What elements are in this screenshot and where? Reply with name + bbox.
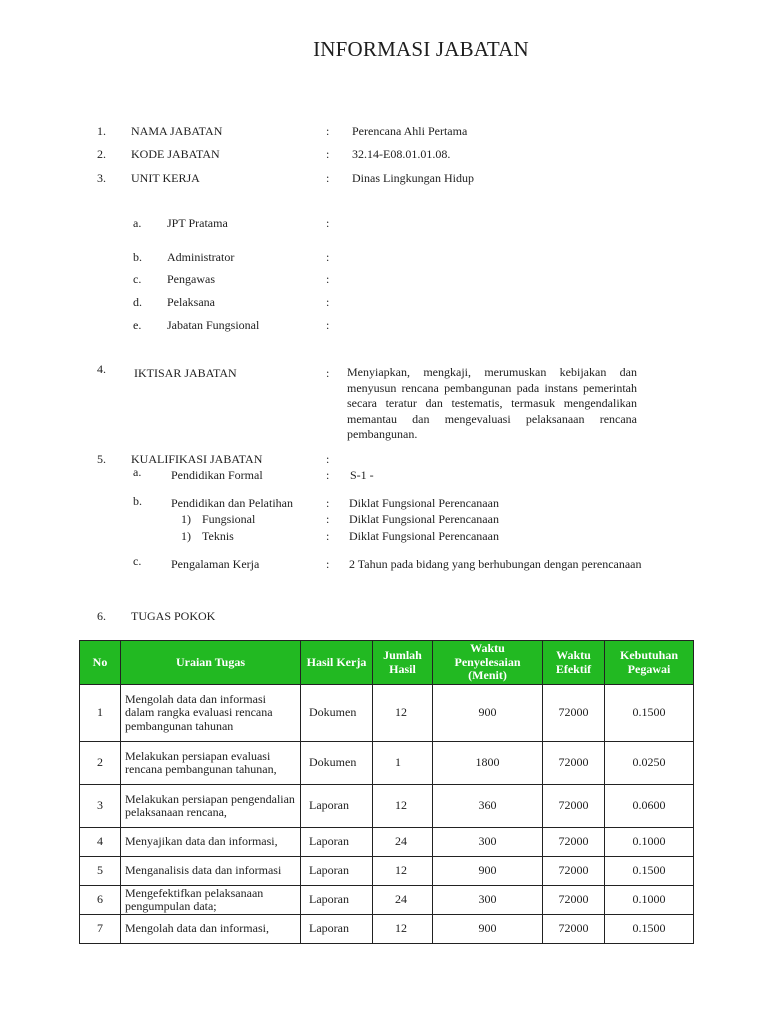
cell-efektif: 72000 [543, 886, 605, 915]
table-row [80, 886, 694, 915]
sub-letter: c. [133, 554, 142, 568]
cell-hasil: Dokumen [301, 742, 373, 785]
cell-waktu: 360 [433, 785, 543, 828]
tasks-table [79, 640, 694, 944]
cell-uraian: Melakukan persiapan pengendalian pelaksanaan rencana, [121, 785, 301, 828]
cell-jumlah: 24 [373, 828, 433, 857]
cell-waktu: 900 [433, 915, 543, 944]
cell-uraian: Mengolah data dan informasi, [121, 915, 301, 944]
colon: : [326, 295, 330, 309]
cell-efektif: 72000 [543, 785, 605, 828]
sub-letter: b. [133, 250, 142, 264]
sub-letter: d. [133, 295, 142, 309]
table-row [80, 857, 694, 886]
cell-no: 1 [80, 685, 121, 742]
column-header-uraian-tugas: Uraian Tugas [121, 641, 301, 685]
cell-efektif: 72000 [543, 742, 605, 785]
colon: : [326, 529, 330, 543]
cell-no: 5 [80, 857, 121, 886]
sub-letter: b. [133, 494, 142, 508]
colon: : [326, 468, 330, 482]
cell-hasil: Laporan [301, 886, 373, 915]
cell-kebutuhan: 0.1000 [605, 828, 694, 857]
value-teknis: Diklat Fungsional Perencanaan [349, 529, 499, 543]
sub-label-pendidikan-formal: Pendidikan Formal [171, 468, 263, 482]
colon: : [326, 452, 330, 466]
value-pendidikan-pelatihan: Diklat Fungsional Perencanaan [349, 496, 499, 510]
colon: : [326, 171, 330, 185]
cell-no: 3 [80, 785, 121, 828]
cell-kebutuhan: 0.1500 [605, 857, 694, 886]
column-header-no: No [80, 641, 121, 685]
cell-uraian: Menyajikan data dan informasi, [121, 828, 301, 857]
colon: : [326, 366, 330, 380]
colon: : [326, 147, 330, 161]
sub-label-pelaksana: Pelaksana [167, 295, 215, 309]
field-value-unit-kerja: Dinas Lingkungan Hidup [352, 171, 474, 185]
colon: : [326, 250, 330, 264]
colon: : [326, 496, 330, 510]
colon: : [326, 124, 330, 138]
cell-kebutuhan: 0.1500 [605, 685, 694, 742]
item-number: 5. [97, 452, 106, 466]
cell-hasil: Laporan [301, 785, 373, 828]
cell-no: 7 [80, 915, 121, 944]
cell-no: 2 [80, 742, 121, 785]
table-row [80, 915, 694, 944]
field-label-iktisar-jabatan: IKTISAR JABATAN [134, 366, 237, 380]
cell-hasil: Laporan [301, 857, 373, 886]
cell-jumlah: 12 [373, 785, 433, 828]
table-row [80, 685, 694, 742]
cell-hasil: Laporan [301, 828, 373, 857]
cell-jumlah: 24 [373, 886, 433, 915]
cell-no: 4 [80, 828, 121, 857]
column-header-kebutuhan-pegawai: Kebutuhan Pegawai [605, 641, 694, 685]
colon: : [326, 216, 330, 230]
sub-letter: c. [133, 272, 142, 286]
cell-waktu: 900 [433, 857, 543, 886]
field-value-kode-jabatan: 32.14-E08.01.01.08. [352, 147, 451, 161]
colon: : [326, 512, 330, 526]
iktisar-text: Menyiapkan, mengkaji, merumuskan kebijakan dan menyusun rencana pembangunan pada instans pemerintah secara teratur dan testematis, termasuk mengendalikan memantau dan mengevaluasi pelaksanaan rencana pembangunan. [347, 365, 637, 441]
cell-kebutuhan: 0.0600 [605, 785, 694, 828]
cell-waktu: 900 [433, 685, 543, 742]
cell-efektif: 72000 [543, 828, 605, 857]
cell-jumlah: 12 [373, 685, 433, 742]
column-header-waktu-efektif: Waktu Efektif [543, 641, 605, 685]
cell-waktu: 1800 [433, 742, 543, 785]
item-number: 6. [97, 609, 106, 623]
sub-label-jpt-pratama: JPT Pratama [167, 216, 228, 230]
column-header-hasil-kerja: Hasil Kerja [301, 641, 373, 685]
cell-waktu: 300 [433, 886, 543, 915]
cell-waktu: 300 [433, 828, 543, 857]
column-header-waktu-penyelesaian: Waktu Penyelesaian (Menit) [433, 641, 543, 685]
table-row [80, 785, 694, 828]
value-pengalaman-kerja: 2 Tahun pada bidang yang berhubungan dengan perencanaan [349, 557, 642, 571]
field-label-kualifikasi-jabatan: KUALIFIKASI JABATAN [131, 452, 263, 466]
item-number: 3. [97, 171, 106, 185]
cell-uraian: Melakukan persiapan evaluasi rencana pembangunan tahunan, [121, 742, 301, 785]
item-number: 1. [97, 124, 106, 138]
table-row [80, 828, 694, 857]
cell-uraian: Mengefektifkan pelaksanaan pengumpulan data; [121, 886, 301, 915]
cell-hasil: Dokumen [301, 685, 373, 742]
item-number: 2. [97, 147, 106, 161]
cell-efektif: 72000 [543, 915, 605, 944]
table-header-row [80, 641, 694, 685]
sub-sub-label-fungsional: Fungsional [202, 512, 256, 526]
page-title: INFORMASI JABATAN [313, 37, 529, 61]
field-label-unit-kerja: UNIT KERJA [131, 171, 200, 185]
sub-letter: a. [133, 465, 142, 479]
cell-kebutuhan: 0.1500 [605, 915, 694, 944]
sub-label-administrator: Administrator [167, 250, 235, 264]
field-value-nama-jabatan: Perencana Ahli Pertama [352, 124, 468, 138]
colon: : [326, 272, 330, 286]
cell-jumlah: 1 [373, 742, 433, 785]
colon: : [326, 318, 330, 332]
cell-hasil: Laporan [301, 915, 373, 944]
value-pendidikan-formal: S-1 - [350, 468, 374, 482]
cell-uraian: Mengolah data dan informasi dalam rangka evaluasi rencana pembangunan tahunan [121, 685, 301, 742]
sub-label-pengawas: Pengawas [167, 272, 215, 286]
cell-uraian: Menganalisis data dan informasi [121, 857, 301, 886]
section-label-tugas-pokok: TUGAS POKOK [131, 609, 216, 623]
item-number: 4. [97, 362, 106, 376]
cell-jumlah: 12 [373, 915, 433, 944]
sub-letter: a. [133, 216, 142, 230]
column-header-jumlah-hasil: Jumlah Hasil [373, 641, 433, 685]
cell-jumlah: 12 [373, 857, 433, 886]
cell-efektif: 72000 [543, 685, 605, 742]
sub-label-pendidikan-pelatihan: Pendidikan dan Pelatihan [171, 496, 293, 510]
value-fungsional: Diklat Fungsional Perencanaan [349, 512, 499, 526]
sub-sub-label-teknis: Teknis [202, 529, 234, 543]
table-row [80, 742, 694, 785]
cell-kebutuhan: 0.1000 [605, 886, 694, 915]
sub-sub-number: 1) [181, 512, 191, 526]
cell-kebutuhan: 0.0250 [605, 742, 694, 785]
colon: : [326, 557, 330, 571]
sub-label-jabatan-fungsional: Jabatan Fungsional [167, 318, 260, 332]
sub-label-pengalaman-kerja: Pengalaman Kerja [171, 557, 260, 571]
cell-no: 6 [80, 886, 121, 915]
sub-letter: e. [133, 318, 142, 332]
sub-sub-number: 1) [181, 529, 191, 543]
cell-efektif: 72000 [543, 857, 605, 886]
field-label-nama-jabatan: NAMA JABATAN [131, 124, 223, 138]
field-label-kode-jabatan: KODE JABATAN [131, 147, 220, 161]
